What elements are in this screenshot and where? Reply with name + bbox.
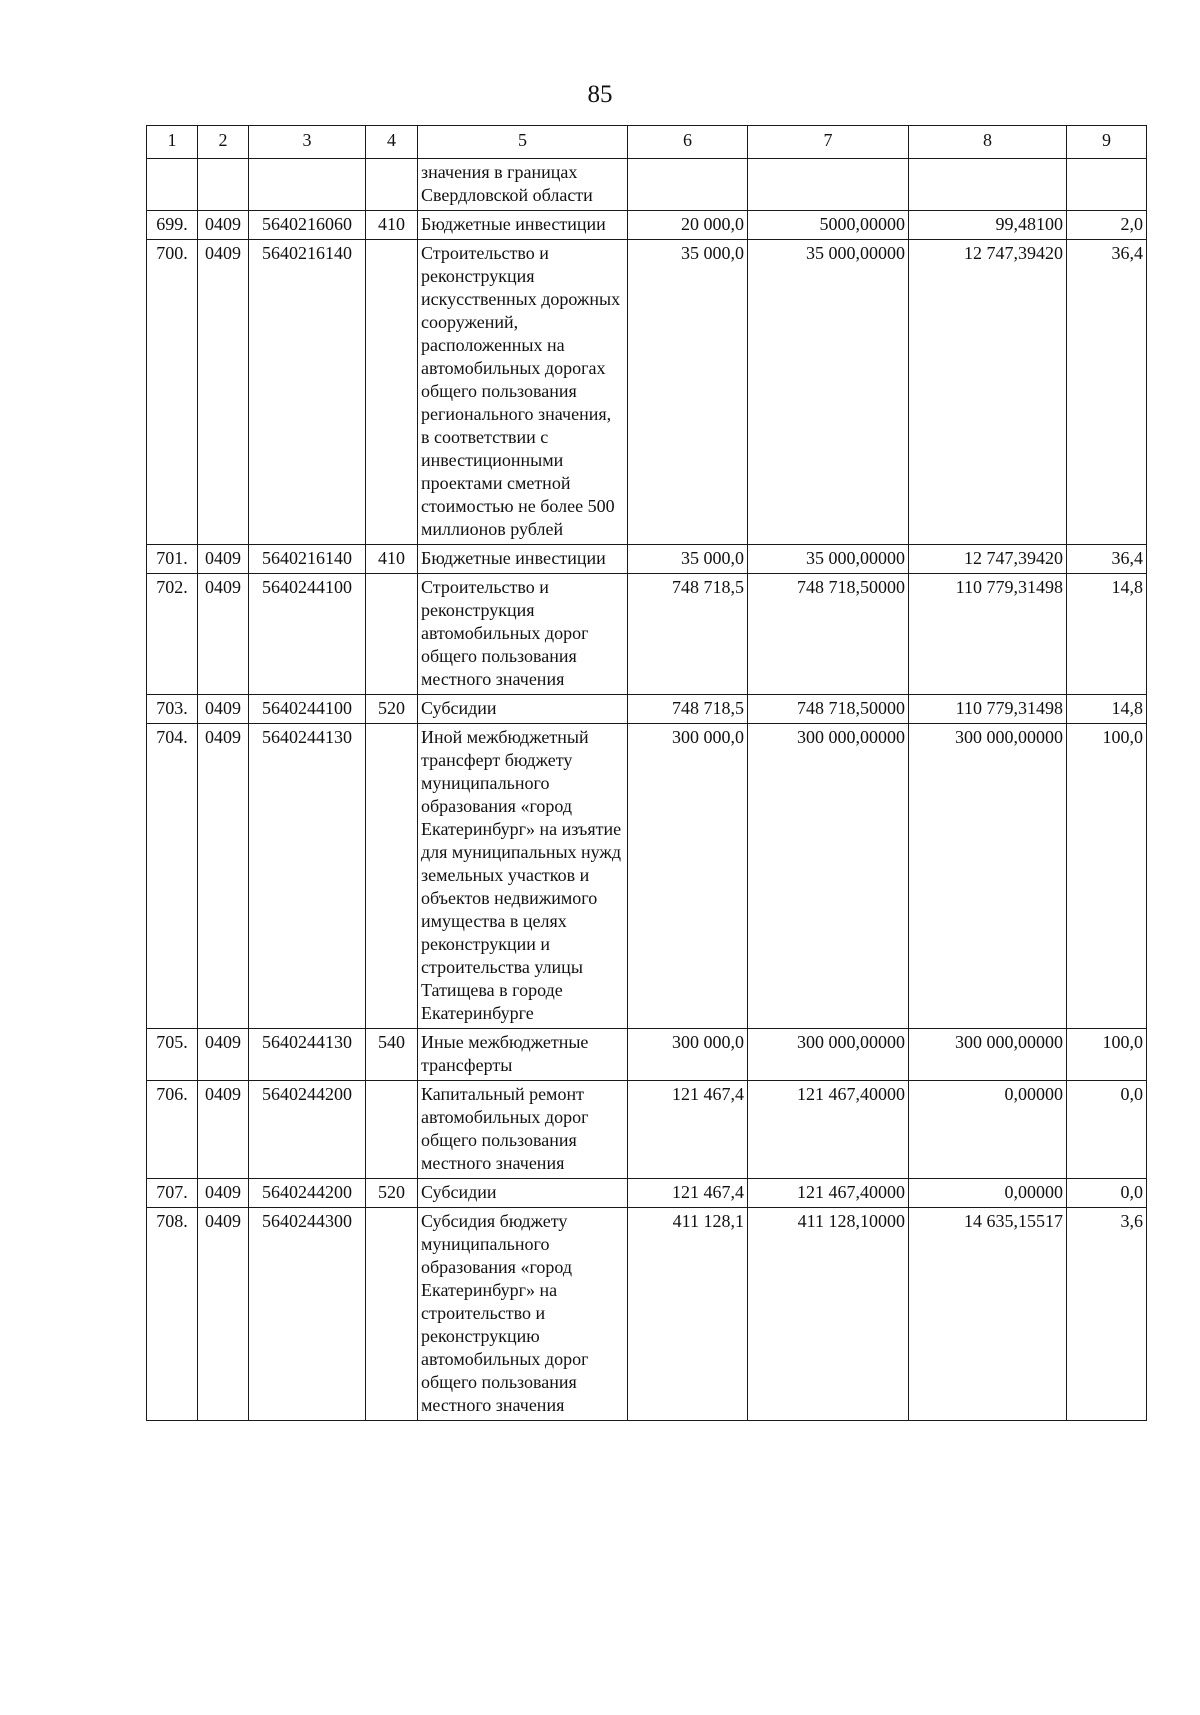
column-header: 1 [147,126,198,159]
plan-amount-cell: 35 000,0 [628,545,748,574]
plan-amount-cell: 748 718,5 [628,574,748,695]
table-row [147,1179,1147,1208]
section-code-cell: 0409 [198,211,249,240]
table-row [147,159,1147,211]
item-name-cell: Иные межбюджетные трансферты [418,1029,628,1081]
column-header: 8 [909,126,1067,159]
target-code-cell: 5640216060 [249,211,366,240]
item-name-cell: Иной межбюджетный трансферт бюджету муниципального образования «город Екатеринбург» на изъятие для муниципальных нужд земельных участков и объектов недвижимого имущества в целях реконструкции и строительства улицы Татищева в городе Екатеринбурге [418,724,628,1029]
table-row [147,211,1147,240]
row-number-cell [147,159,198,211]
plan-amount-cell: 300 000,0 [628,724,748,1029]
executed-amount-cell: 14 635,15517 [909,1208,1067,1421]
plan-amount-cell: 300 000,0 [628,1029,748,1081]
page-number: 85 [587,81,613,108]
approved-amount-cell [748,159,909,211]
approved-amount-cell: 35 000,00000 [748,545,909,574]
column-header: 4 [366,126,418,159]
executed-amount-cell: 110 779,31498 [909,574,1067,695]
expense-type-cell [366,574,418,695]
expense-type-cell: 520 [366,695,418,724]
approved-amount-cell: 121 467,40000 [748,1179,909,1208]
approved-amount-cell: 748 718,50000 [748,695,909,724]
percent-cell: 2,0 [1067,211,1147,240]
table-row [147,1081,1147,1179]
target-code-cell [249,159,366,211]
percent-cell: 100,0 [1067,1029,1147,1081]
approved-amount-cell: 121 467,40000 [748,1081,909,1179]
section-code-cell: 0409 [198,1081,249,1179]
item-name-cell: Субсидии [418,1179,628,1208]
percent-cell: 3,6 [1067,1208,1147,1421]
plan-amount-cell: 35 000,0 [628,240,748,545]
executed-amount-cell: 12 747,39420 [909,545,1067,574]
column-header: 3 [249,126,366,159]
executed-amount-cell: 99,48100 [909,211,1067,240]
approved-amount-cell: 300 000,00000 [748,1029,909,1081]
expense-type-cell [366,1208,418,1421]
column-header: 9 [1067,126,1147,159]
target-code-cell: 5640244100 [249,574,366,695]
expense-type-cell [366,1081,418,1179]
target-code-cell: 5640244130 [249,1029,366,1081]
target-code-cell: 5640216140 [249,545,366,574]
executed-amount-cell: 300 000,00000 [909,724,1067,1029]
item-name-cell: Субсидия бюджету муниципального образования «город Екатеринбург» на строительство и реконструкцию автомобильных дорог общего пользования местного значения [418,1208,628,1421]
table-row [147,545,1147,574]
executed-amount-cell: 300 000,00000 [909,1029,1067,1081]
table-row [147,695,1147,724]
item-name-cell: Строительство и реконструкция искусственных дорожных сооружений, расположенных на автомобильных дорогах общего пользования регионального значения, в соответствии с инвестиционными проектами сметной стоимостью не более 500 миллионов рублей [418,240,628,545]
table-row [147,724,1147,1029]
percent-cell: 14,8 [1067,695,1147,724]
plan-amount-cell: 121 467,4 [628,1179,748,1208]
executed-amount-cell: 110 779,31498 [909,695,1067,724]
item-name-cell: Субсидии [418,695,628,724]
table-row [147,1208,1147,1421]
approved-amount-cell: 300 000,00000 [748,724,909,1029]
item-name-cell: Капитальный ремонт автомобильных дорог общего пользования местного значения [418,1081,628,1179]
expense-type-cell: 520 [366,1179,418,1208]
row-number-cell: 704. [147,724,198,1029]
expense-type-cell [366,159,418,211]
table-row [147,240,1147,545]
expense-type-cell [366,724,418,1029]
header-row [147,126,1147,159]
executed-amount-cell: 12 747,39420 [909,240,1067,545]
section-code-cell: 0409 [198,545,249,574]
percent-cell: 14,8 [1067,574,1147,695]
item-name-cell: Строительство и реконструкция автомобильных дорог общего пользования местного значения [418,574,628,695]
section-code-cell: 0409 [198,695,249,724]
executed-amount-cell [909,159,1067,211]
row-number-cell: 707. [147,1179,198,1208]
section-code-cell: 0409 [198,574,249,695]
row-number-cell: 703. [147,695,198,724]
plan-amount-cell: 748 718,5 [628,695,748,724]
table-row [147,574,1147,695]
column-header: 6 [628,126,748,159]
item-name-cell: Бюджетные инвестиции [418,545,628,574]
target-code-cell: 5640244200 [249,1179,366,1208]
row-number-cell: 701. [147,545,198,574]
section-code-cell: 0409 [198,724,249,1029]
plan-amount-cell: 20 000,0 [628,211,748,240]
approved-amount-cell: 5000,00000 [748,211,909,240]
expense-type-cell: 540 [366,1029,418,1081]
row-number-cell: 705. [147,1029,198,1081]
expense-type-cell: 410 [366,211,418,240]
section-code-cell: 0409 [198,1208,249,1421]
section-code-cell: 0409 [198,240,249,545]
budget-table [146,125,1147,1421]
target-code-cell: 5640244100 [249,695,366,724]
section-code-cell [198,159,249,211]
executed-amount-cell: 0,00000 [909,1081,1067,1179]
row-number-cell: 702. [147,574,198,695]
percent-cell: 0,0 [1067,1179,1147,1208]
percent-cell [1067,159,1147,211]
target-code-cell: 5640244200 [249,1081,366,1179]
row-number-cell: 708. [147,1208,198,1421]
table-row [147,1029,1147,1081]
column-header: 5 [418,126,628,159]
target-code-cell: 5640244300 [249,1208,366,1421]
target-code-cell: 5640216140 [249,240,366,545]
plan-amount-cell: 411 128,1 [628,1208,748,1421]
expense-type-cell [366,240,418,545]
item-name-cell: значения в границах Свердловской области [418,159,628,211]
approved-amount-cell: 411 128,10000 [748,1208,909,1421]
target-code-cell: 5640244130 [249,724,366,1029]
row-number-cell: 699. [147,211,198,240]
section-code-cell: 0409 [198,1029,249,1081]
column-header: 7 [748,126,909,159]
percent-cell: 36,4 [1067,545,1147,574]
approved-amount-cell: 35 000,00000 [748,240,909,545]
plan-amount-cell: 121 467,4 [628,1081,748,1179]
plan-amount-cell [628,159,748,211]
executed-amount-cell: 0,00000 [909,1179,1067,1208]
percent-cell: 36,4 [1067,240,1147,545]
percent-cell: 100,0 [1067,724,1147,1029]
approved-amount-cell: 748 718,50000 [748,574,909,695]
percent-cell: 0,0 [1067,1081,1147,1179]
expense-type-cell: 410 [366,545,418,574]
item-name-cell: Бюджетные инвестиции [418,211,628,240]
section-code-cell: 0409 [198,1179,249,1208]
row-number-cell: 700. [147,240,198,545]
row-number-cell: 706. [147,1081,198,1179]
column-header: 2 [198,126,249,159]
